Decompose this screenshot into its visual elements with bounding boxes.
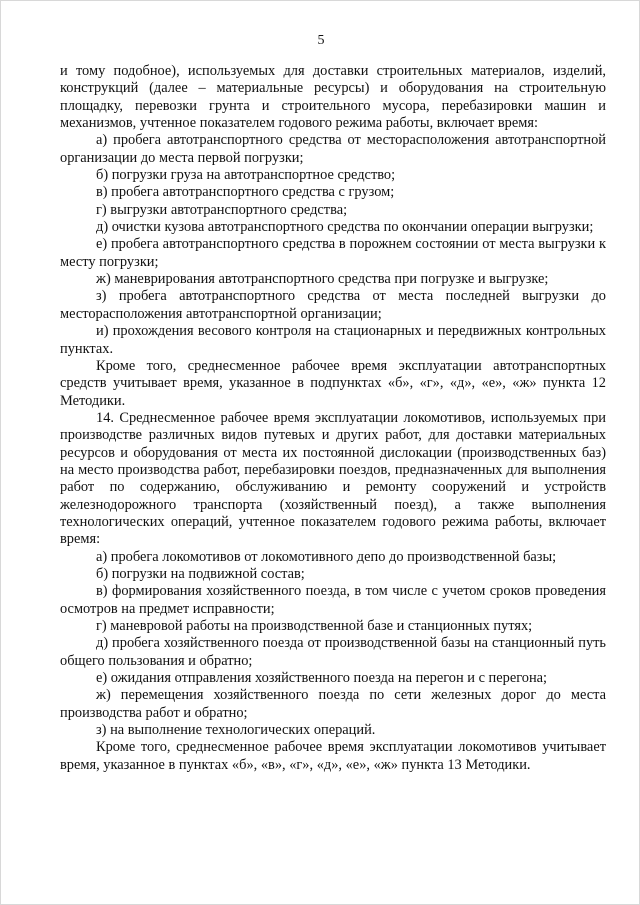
list-item-v-auto: в) пробега автотранспортного средства с грузом;	[96, 184, 395, 201]
list-item-zh-loco: ж) перемещения хозяйственного поезда по сети железных дорог до места производства работ и обратно;	[60, 687, 606, 721]
list-item-e-loco: е) ожидания отправления хозяйственного поезда на перегон и с перегона;	[96, 670, 548, 687]
paragraph-loco-note: Кроме того, среднесменное рабочее время эксплуатации локомотивов учитывает время, указанное в пунктах «б», «в», «г», «д», «е», «ж» пункта 13 Методики.	[60, 739, 606, 773]
page-number: 5	[317, 33, 325, 48]
list-item-d-loco: д) пробега хозяйственного поезда от производственной базы на станционный путь общего пользования и обратно;	[60, 635, 606, 669]
paragraph-section-14: 14. Среднесменное рабочее время эксплуатации локомотивов, используемых при производстве различных видов путевых и других работ, для доставки материальных ресурсов и оборудования от места их постоянной дислокации (производственных баз) на место производства работ, перебазировки поездов, предназначенных для выполнения работ по содержанию, обслуживанию и ремонту сооружений и устройств железнодорожного транспорта (хозяйственный поезд), а также выполнения технологических операций, учтенное показателем годового режима работы, включает время:	[60, 409, 606, 548]
list-item-zh-auto: ж) маневрирования автотранспортного средства при погрузке и выгрузке;	[96, 271, 549, 288]
list-item-i-auto: и) прохождения весового контроля на стационарных и передвижных контрольных пунктах.	[60, 323, 606, 357]
list-item-a-auto: а) пробега автотранспортного средства от месторасположения автотранспортной организации до места первой погрузки;	[60, 132, 606, 166]
list-item-a-loco: а) пробега локомотивов от локомотивного депо до производственной базы;	[96, 548, 557, 565]
paragraph-intro-continuation: и тому подобное), используемых для доставки строительных материалов, изделий, конструкций (далее – материальные ресурсы) и оборудования на строительную площадку, перевозки грунта и строительного мусора, перебазировки машин и механизмов, учтенное показателем годового режима работы, включает время:	[60, 63, 606, 132]
list-item-v-loco: в) формирования хозяйственного поезда, в том числе с учетом сроков проведения осмотров на предмет исправности;	[60, 583, 606, 617]
list-item-z-auto: з) пробега автотранспортного средства от места последней выгрузки до месторасположения автотранспортной организации;	[60, 288, 606, 322]
list-item-e-auto: е) пробега автотранспортного средства в порожнем состоянии от места выгрузки к месту погрузки;	[60, 236, 606, 270]
list-item-g-auto: г) выгрузки автотранспортного средства;	[96, 201, 348, 218]
list-item-z-loco: з) на выполнение технологических операций.	[96, 722, 376, 739]
list-item-b-auto: б) погрузки груза на автотранспортное средство;	[96, 167, 396, 184]
list-item-g-loco: г) маневровой работы на производственной базе и станционных путях;	[96, 618, 533, 634]
document-body	[60, 63, 606, 774]
paragraph-auto-note: Кроме того, среднесменное рабочее время эксплуатации автотранспортных средств учитывает время, указанное в подпунктах «б», «г», «д», «е», «ж» пункта 12 Методики.	[60, 357, 606, 409]
list-item-d-auto: д) очистки кузова автотранспортного средства по окончании операции выгрузки;	[96, 219, 594, 236]
list-item-b-loco: б) погрузки на подвижной состав;	[96, 565, 305, 582]
